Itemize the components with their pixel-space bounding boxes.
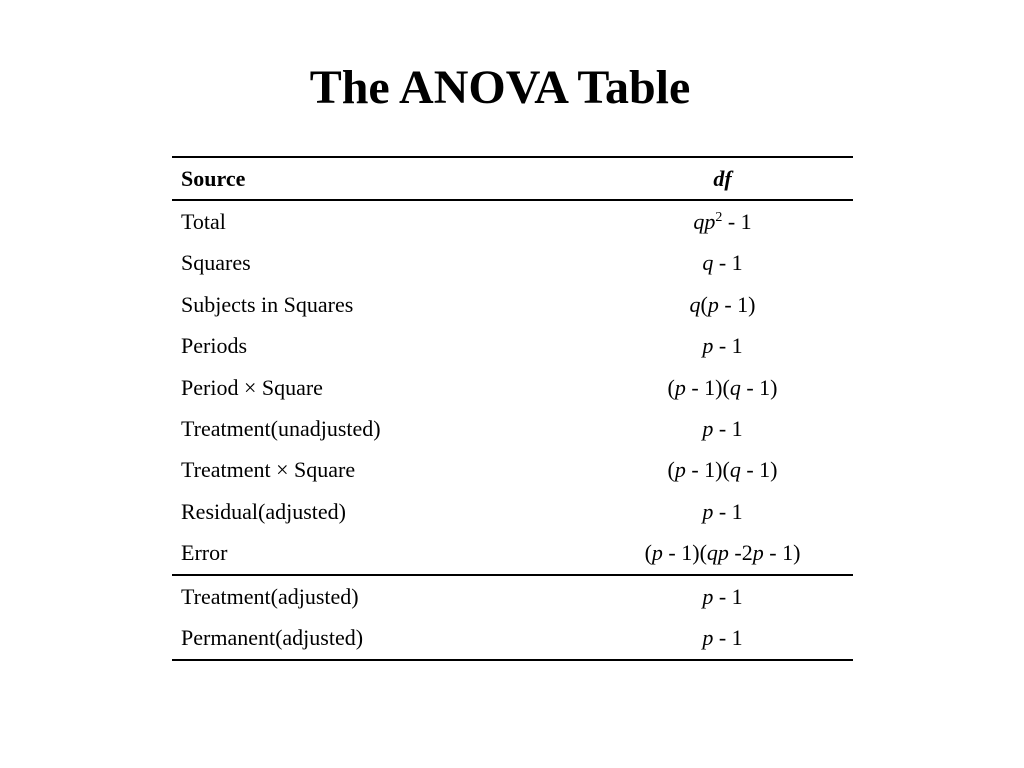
table-row [172, 450, 853, 491]
df-cell: p - 1 [592, 575, 853, 617]
table-header-row [172, 157, 853, 200]
df-cell: q - 1 [702, 250, 743, 276]
df-cell: p - 1 [702, 498, 743, 524]
source-cell: Permanent(adjusted) [172, 617, 592, 659]
table-row [172, 617, 853, 659]
source-column-header: Source [181, 165, 246, 191]
df-cell: (p - 1)(q - 1) [667, 374, 778, 400]
df-cell: p - 1 [592, 617, 853, 659]
source-cell: Period × Square [181, 374, 323, 400]
anova-table [172, 156, 853, 661]
df-cell: q(p - 1) [689, 291, 756, 317]
source-cell: Subjects in Squares [181, 291, 354, 317]
source-cell: Treatment(adjusted) [172, 575, 592, 617]
source-cell: Residual(adjusted) [181, 498, 346, 524]
table-row [172, 408, 853, 449]
table-row [172, 575, 853, 617]
table-row [172, 200, 853, 242]
source-cell: Squares [181, 250, 251, 276]
df-cell: p - 1 [702, 333, 743, 359]
df-column-header: df [713, 165, 732, 191]
df-cell: (p - 1)(q - 1) [667, 457, 778, 483]
source-cell: Error [181, 540, 228, 566]
source-cell: Periods [181, 333, 247, 359]
table-row [172, 284, 853, 325]
source-cell: Total [181, 209, 226, 235]
slide-title: The ANOVA Table [309, 61, 691, 115]
table-row [172, 326, 853, 367]
table-row [172, 367, 853, 408]
table-row [172, 491, 853, 532]
source-cell: Treatment × Square [181, 457, 356, 483]
table-row [172, 243, 853, 284]
source-cell: Treatment(unadjusted) [181, 416, 381, 442]
df-cell: (p - 1)(qp -2p - 1) [644, 540, 801, 566]
df-cell: p - 1 [702, 416, 743, 442]
table-row [172, 533, 853, 575]
df-cell: $qp^2 - 1$ [693, 209, 752, 235]
